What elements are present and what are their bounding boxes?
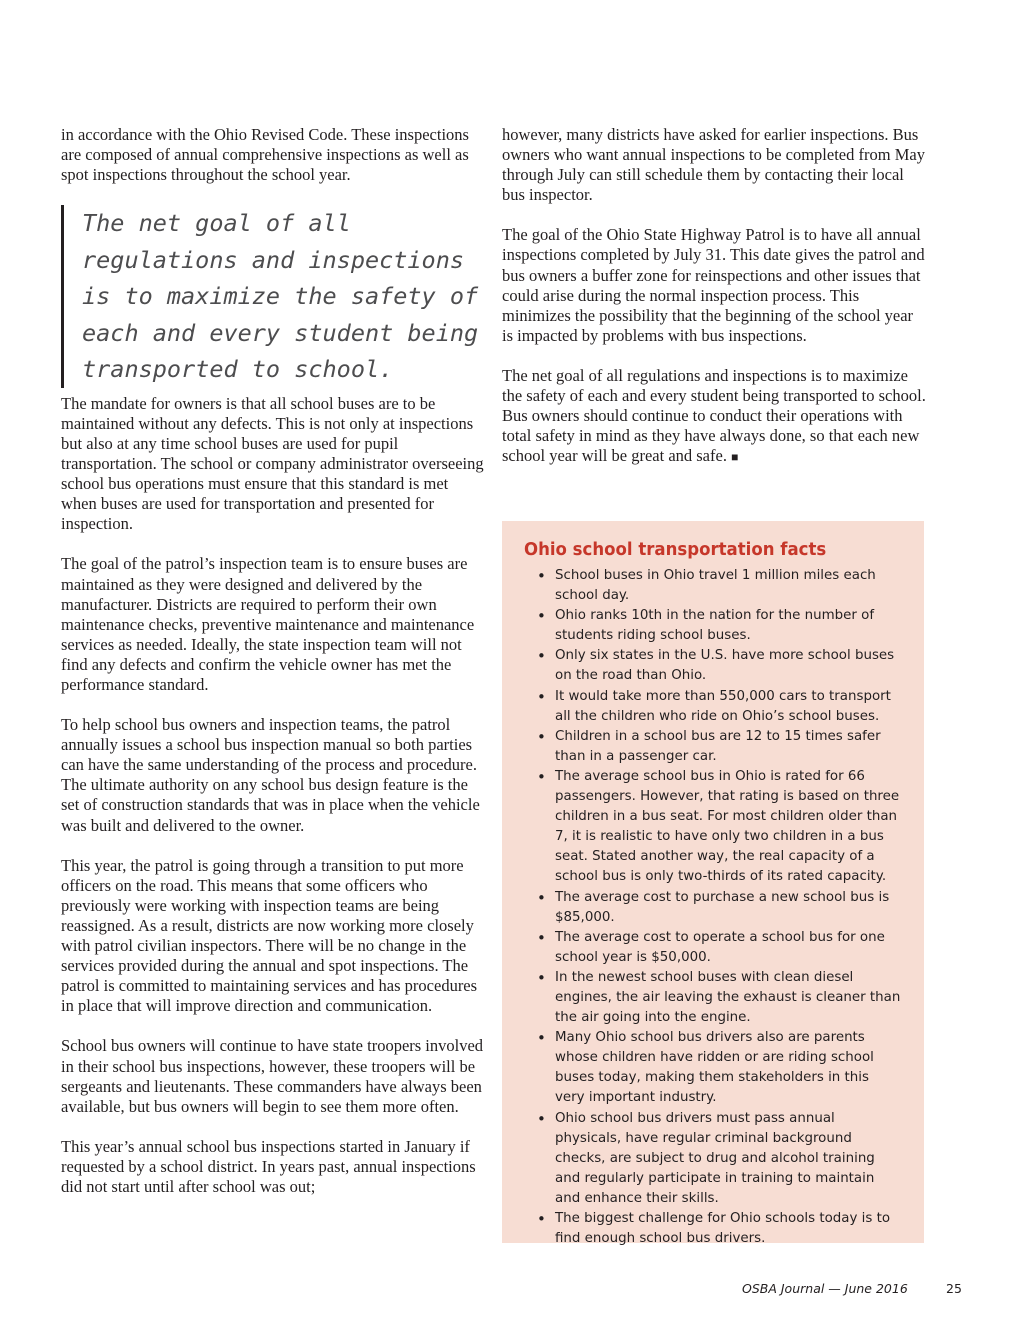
fact-item: • Ohio school bus drivers must pass annual physicals, have regular criminal background checks, are subject to drug and alcohol training and regularly participate in training to maintain and enhance their skills. (532, 1109, 902, 1209)
fact-item: • Only six states in the U.S. have more school buses on the road than Ohio. (532, 646, 902, 686)
body-paragraph: This year, the patrol is going through a transition to put more officers on the road. This means that some officers who previously were working with inspection teams are being reassigned. As a result, districts are now working more closely with patrol civilian inspectors. There will be no change in the services provided during the annual and spot inspections. The patrol is committed to maintaining services and has procedures in place that will improve direction and communication. (61, 855, 478, 1016)
fact-item: • The biggest challenge for Ohio schools today is to find enough school bus drivers. (532, 1209, 902, 1249)
body-paragraph: however, many districts have asked for earlier inspections. Bus owners who want annual inspections to be completed from May through July can still schedule them by contacting their local bus inspector. (502, 125, 925, 205)
fact-item: • The average cost to operate a school bus for one school year is $50,000. (532, 928, 902, 968)
body-paragraph: School bus owners will continue to have state troopers involved in their school bus inspections, however, these troopers will be sergeants and lieutenants. These commanders have always been available, but bus owners will begin to see them more often. (61, 1036, 484, 1116)
left-column (61, 125, 485, 1217)
body-paragraph: The goal of the patrol’s inspection team is to ensure buses are maintained as they were designed and delivered by the manufacturer. Districts are required to perform their own maintenance checks, preventive maintenance and maintenance services as needed. Ideally, the state inspection team will not find any defects and confirm the vehicle owner has met the performance standard. (61, 554, 475, 694)
right-column (502, 125, 926, 487)
end-mark-icon: ■ (731, 450, 739, 465)
closing-text: The net goal of all regulations and inspections is to maximize the safety of each and every student being transported to school. Bus owners should continue to conduct their operations with total safety in mind as they have always done, so that each new school year will be great and safe. (502, 365, 926, 466)
footer-journal-title: OSBA Journal — June 2016 (742, 1281, 908, 1296)
facts-list (524, 566, 902, 1249)
fact-item: • In the newest school buses with clean diesel engines, the air leaving the exhaust is cleaner than the air going into the engine. (532, 968, 902, 1028)
fact-item: • Ohio ranks 10th in the nation for the number of students riding school buses. (532, 606, 902, 646)
body-paragraph: This year’s annual school bus inspections started in January if requested by a school district. In years past, annual inspections did not start until after school was out; (61, 1136, 476, 1196)
body-paragraph: To help school bus owners and inspection teams, the patrol annually issues a school bus inspection manual so both parties can have the same understanding of the process and procedure. The ultimate authority on any school bus design feature is the set of construction standards that was in place when the vehicle was built and delivered to the owner. (61, 715, 480, 835)
page-number: 25 (946, 1281, 962, 1296)
fact-item: • The average cost to purchase a new school bus is $85,000. (532, 888, 902, 928)
fact-item: • The average school bus in Ohio is rated for 66 passengers. However, that rating is based on three children in a bus seat. For most children older than 7, it is realistic to have only two children in a bus seat. Stated another way, the real capacity of a school bus is only two-thirds of its rated capacity. (532, 767, 902, 888)
fact-item: • It would take more than 550,000 cars to transport all the children who ride on Ohio’s school buses. (532, 687, 902, 727)
body-paragraph: The mandate for owners is that all school buses are to be maintained without any defects. This is not only at inspections but also at any time school buses are used for pupil transportation. The school or company administrator overseeing school bus operations must ensure that this standard is met when buses are used for transportation and presented for inspection. (61, 393, 484, 534)
fact-item: • School buses in Ohio travel 1 million miles each school day. (532, 566, 902, 606)
pull-quote: The net goal of all regulations and inspections is to maximize the safety of each and every student being transported to school. (61, 205, 485, 388)
fact-item: • Many Ohio school bus drivers also are parents whose children have ridden or are riding school buses today, making them stakeholders in this very important industry. (532, 1028, 902, 1108)
fact-item: • Children in a school bus are 12 to 15 times safer than in a passenger car. (532, 727, 902, 767)
facts-sidebar (502, 521, 924, 1247)
facts-title: Ohio school transportation facts (524, 539, 827, 560)
body-paragraph: The goal of the Ohio State Highway Patrol is to have all annual inspections completed by July 31. This date gives the patrol and bus owners a buffer zone for reinspections and other issues that could arise during the normal inspection process. This minimizes the possibility that the beginning of the school year is impacted by problems with bus inspections. (502, 225, 925, 345)
intro-paragraph: in accordance with the Ohio Revised Code. These inspections are composed of annual comprehensive inspections as well as spot inspections throughout the school year. (61, 125, 469, 185)
closing-paragraph (502, 366, 926, 467)
